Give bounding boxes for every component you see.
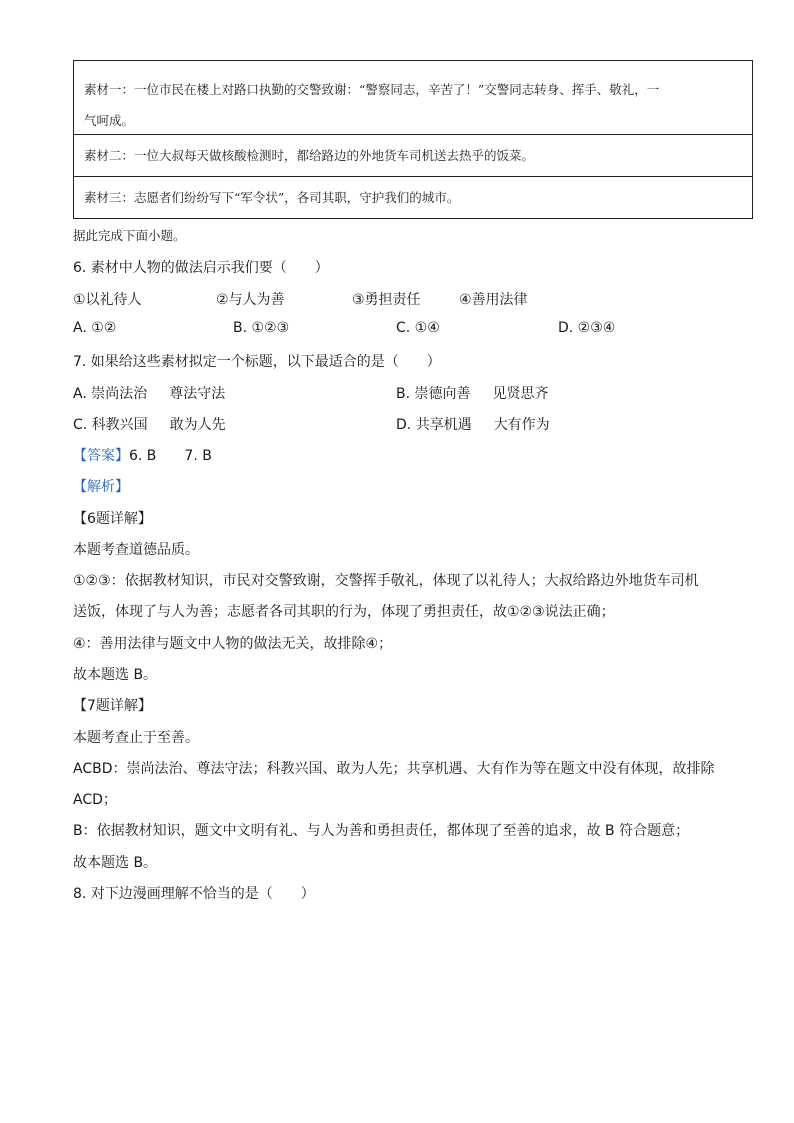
q7-detail-p1: 本题考查止于至善。 [73,730,199,746]
materials-table [73,60,753,219]
q7-option-d-text-2: 大有作为 [493,417,550,433]
material-1-line-2: 气呵成。 [84,113,135,128]
q7-option-c-text-1: 科教兴国 [91,417,148,433]
q6-detail-p4: 故本题选 B。 [73,667,158,683]
q7-option-b-letter: B. [396,386,411,402]
q6-detail-p3: ④：善用法律与题文中人物的做法无关，故排除④； [73,636,393,652]
q7-option-c-text-2: 敢为人先 [169,417,226,433]
analysis-label: 【解析】 [73,479,129,495]
q6-option-c: C. ①④ [396,320,440,336]
q8-stem: 8. 对下边漫画理解不恰当的是（ ） [73,886,315,902]
q7-detail-p2-line2: ACD； [73,792,117,808]
q7-option-d-text-1: 共享机遇 [415,417,472,433]
material-3: 素材三：志愿者们纷纷写下“军令状”，各司其职，守护我们的城市。 [74,176,752,218]
q7-option-b-text-2: 见贤思齐 [492,386,549,402]
answer-label: 【答案】 [73,448,129,464]
q7-stem: 7. 如果给这些素材拟定一个标题，以下最适合的是（ ） [73,354,441,370]
answer-line [73,445,212,465]
q7-detail-p4: 故本题选 B。 [73,855,158,871]
q7-option-c [73,414,226,434]
q7-option-a-letter: A. [73,386,87,402]
q6-item-2: ②与人为善 [216,292,285,308]
answer-text: 6. B 7. B [129,448,212,464]
q6-item-1: ①以礼待人 [73,292,142,308]
q6-option-a: A. ①② [73,320,117,336]
q6-stem: 6. 素材中人物的做法启示我们要（ ） [73,260,329,276]
material-2: 素材二：一位大叔每天做核酸检测时，都给路边的外地货车司机送去热乎的饭菜。 [74,134,752,176]
q7-detail-heading: 【7题详解】 [73,698,152,714]
q6-detail-p2-line1: ①②③：依据教材知识，市民对交警致谢，交警挥手敬礼，体现了以礼待人；大叔给路边外地货车司机 [73,573,699,589]
q6-detail-heading: 【6题详解】 [73,511,152,527]
q7-option-b-text-1: 崇德向善 [414,386,471,402]
q7-option-c-letter: C. [73,417,88,433]
material-1-line-1: 素材一：一位市民在楼上对路口执勤的交警致谢：“警察同志，辛苦了！”交警同志转身、挥手、敬礼，一 [84,82,660,97]
q7-detail-p2-line1: ACBD：崇尚法治、尊法守法；科教兴国、敢为人先；共享机遇、大有作为等在题文中没有体现，故排除 [73,761,715,777]
q7-option-b [396,383,549,403]
q6-option-d: D. ②③④ [558,320,616,336]
q7-option-a-text-1: 崇尚法治 [91,386,148,402]
q6-detail-p2-line2: 送饭，体现了与人为善；志愿者各司其职的行为，体现了勇担责任，故①②③说法正确； [73,604,615,620]
q6-item-4: ④善用法律 [459,292,528,308]
q6-item-3: ③勇担责任 [352,292,421,308]
q6-option-b: B. ①②③ [233,320,290,336]
q7-option-d-letter: D. [396,417,412,433]
q7-option-a-text-2: 尊法守法 [169,386,226,402]
material-1 [74,61,752,134]
q7-option-a [73,383,225,403]
q6-detail-p1: 本题考查道德品质。 [73,542,199,558]
q7-option-d [396,414,550,434]
instruction-text: 据此完成下面小题。 [73,228,186,243]
q7-detail-p3: B：依据教材知识，题文中文明有礼、与人为善和勇担责任，都体现了至善的追求，故 B 符合题意； [73,823,690,839]
